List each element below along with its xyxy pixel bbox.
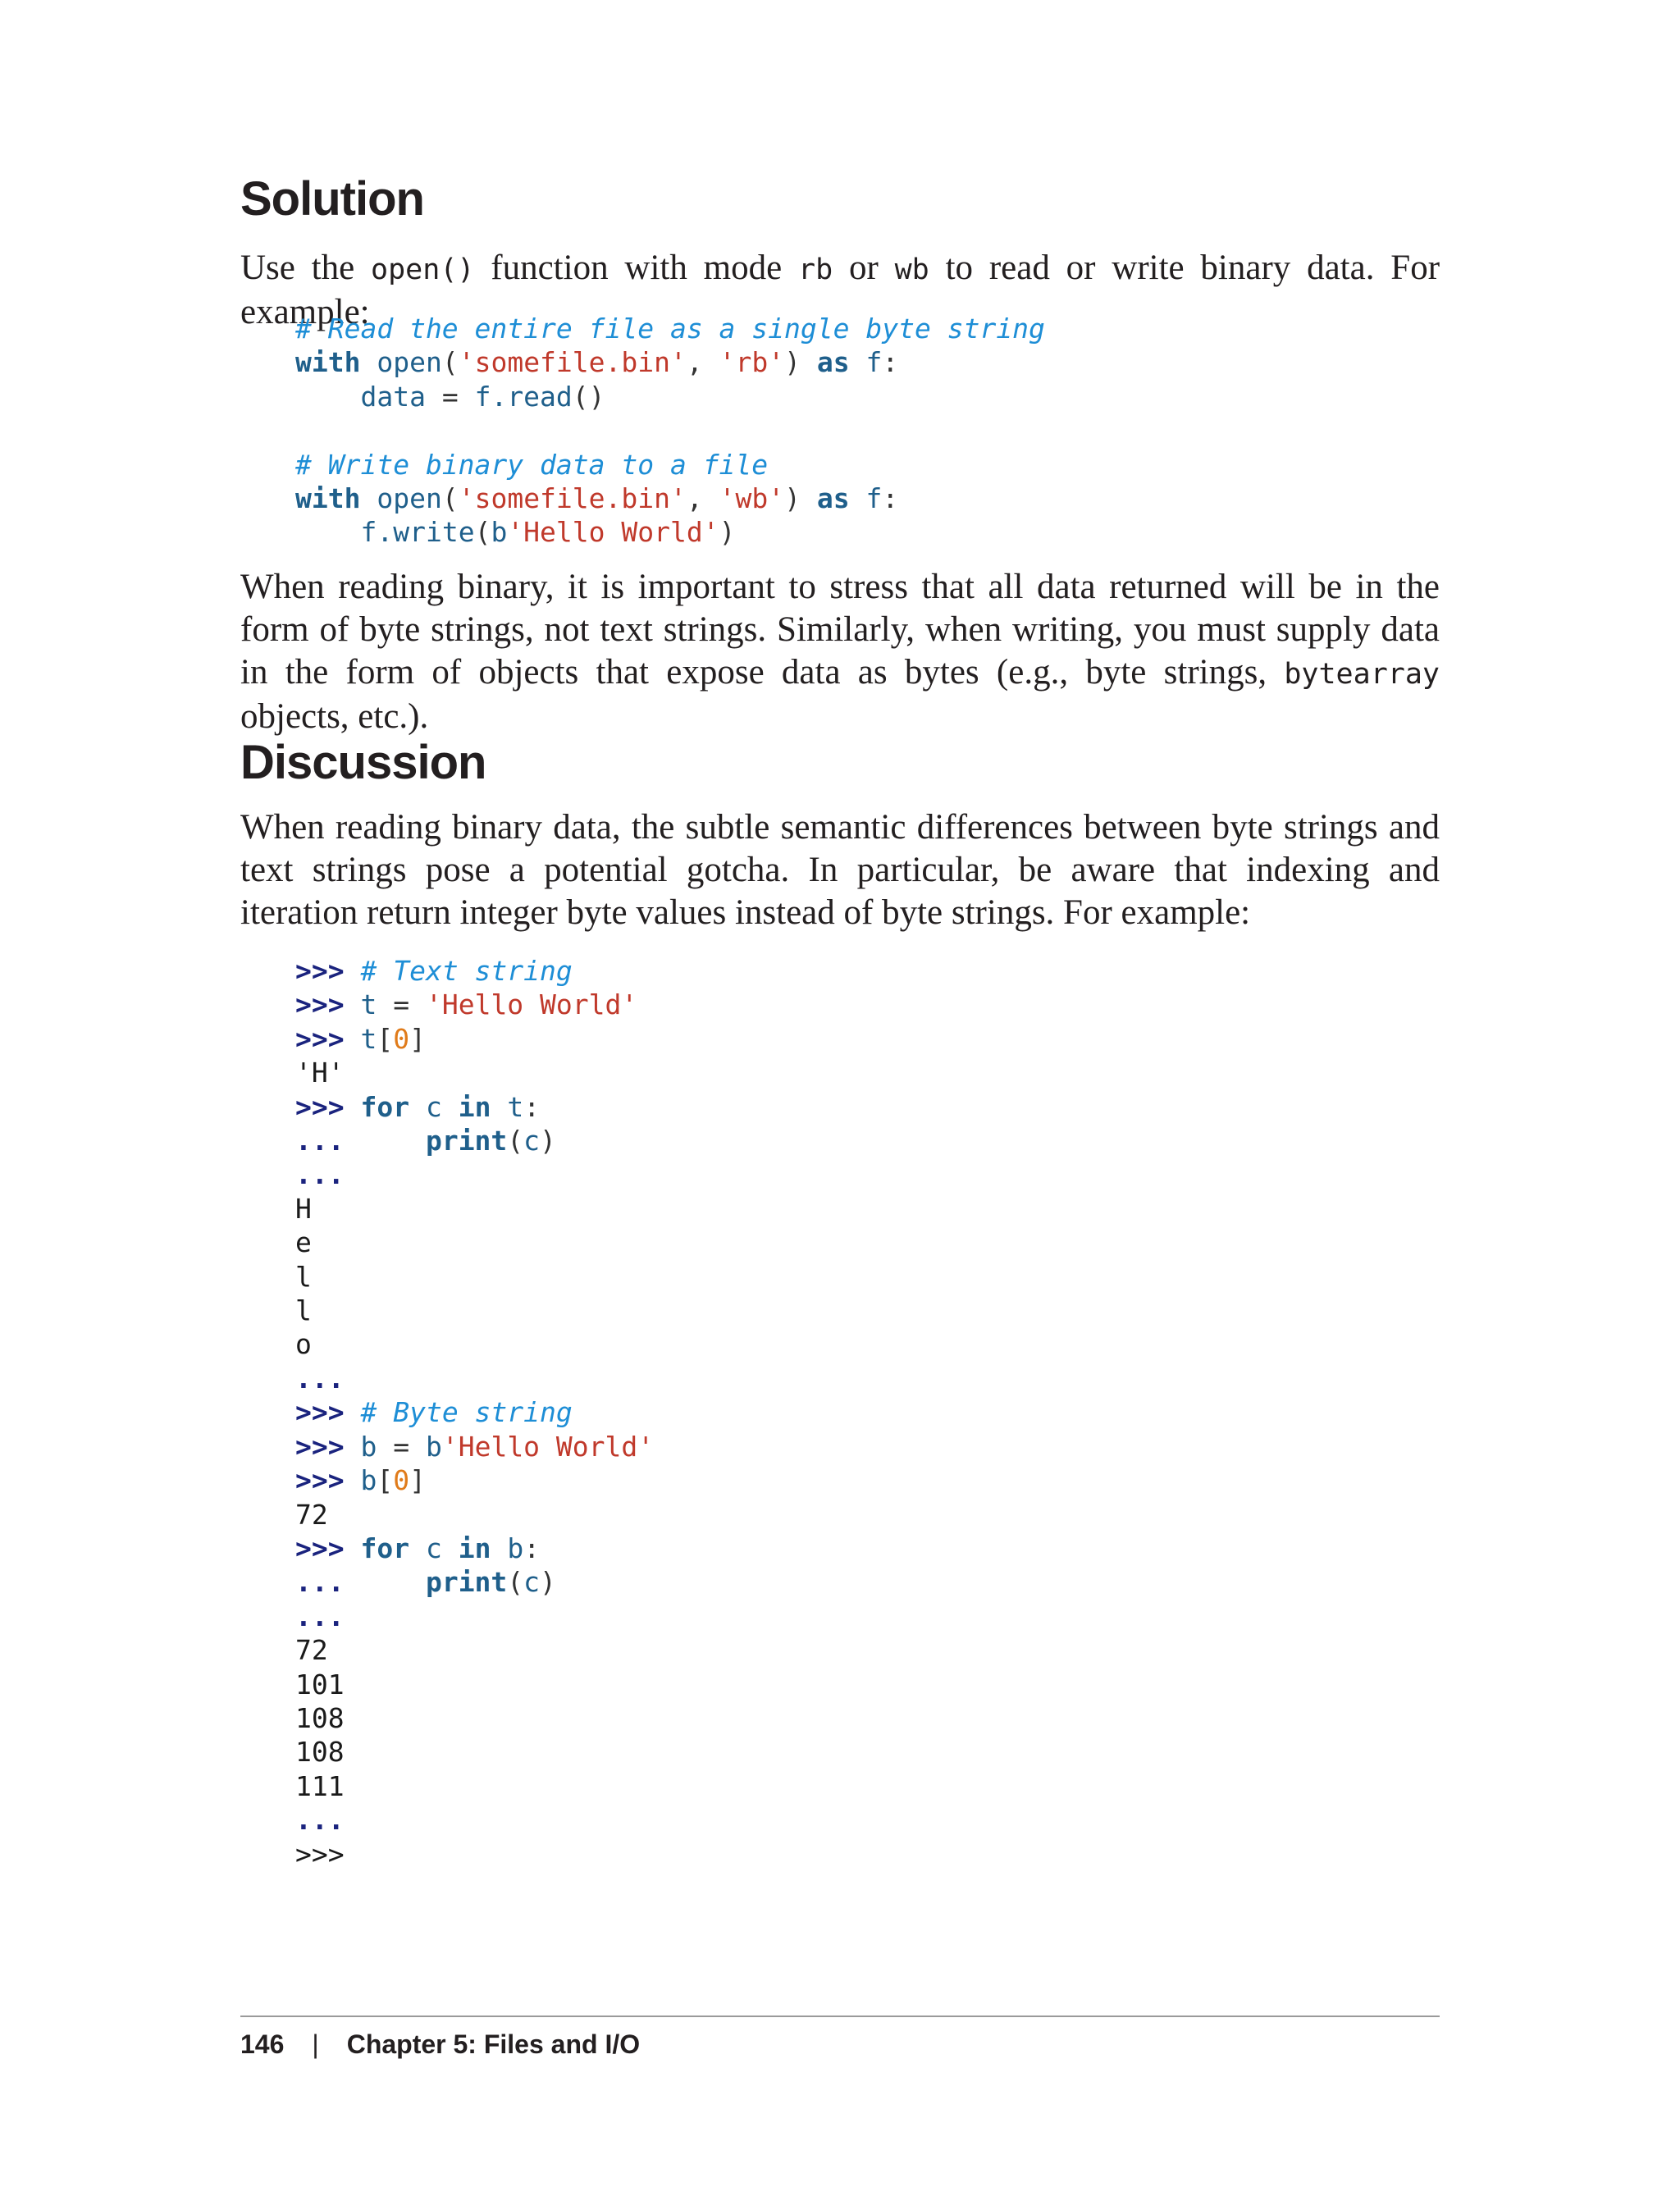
code-keyword: with	[295, 346, 361, 379]
code-string: 'Hello World'	[507, 516, 719, 549]
code-identifier: b	[491, 516, 508, 549]
text-segment: Use the	[240, 249, 372, 287]
code-block-read-write: # Read the entire file as a single byte string with open('somefile.bin', 'rb') as f: data = f.read() # Write binary data to a file with open('somefile.bin', 'wb') as f: f.write(b'Hello World')	[295, 313, 1045, 549]
footer-rule	[240, 2016, 1440, 2017]
code-identifier: b	[360, 1430, 377, 1463]
code-identifier: t	[360, 1022, 377, 1055]
repl-prompt: >>>	[295, 1396, 345, 1429]
repl-continuation: ...	[295, 1804, 345, 1837]
code-keyword: print	[425, 1566, 508, 1599]
text-segment: function with mode	[474, 249, 798, 287]
code-output: 72	[295, 1498, 328, 1531]
code-identifier: f.read	[474, 380, 573, 413]
code-keyword: print	[425, 1125, 508, 1157]
code-identifier: open	[377, 482, 442, 515]
page-footer	[240, 2026, 640, 2062]
repl-continuation: ...	[295, 1158, 345, 1191]
repl-continuation: ...	[295, 1600, 345, 1632]
binary-explanation-paragraph	[240, 566, 1440, 738]
code-keyword: for	[360, 1090, 410, 1123]
code-number: 0	[393, 1464, 410, 1497]
code-identifier: c	[523, 1125, 541, 1157]
repl-continuation: ...	[295, 1125, 345, 1157]
inline-code-wb: wb	[894, 253, 929, 286]
code-output: l	[295, 1294, 312, 1327]
code-keyword: in	[458, 1090, 491, 1123]
repl-prompt: >>>	[295, 1430, 345, 1463]
code-block-interactive: >>> # Text string >>> t = 'Hello World' >>> t[0] 'H' >>> for c in t: ... print(c) ... H e l l o ... >>> # Byte string >>> b = b'Hello World' >>> b[0] 72 >>> for c in b: ... print(c) ... 72 101 108 108 111 ... >>>	[295, 955, 655, 1870]
code-string: 'wb'	[719, 482, 785, 515]
code-string: 'somefile.bin'	[458, 346, 687, 379]
code-identifier: b	[360, 1464, 377, 1497]
repl-prompt: >>>	[295, 1022, 345, 1055]
code-comment: # Text string	[360, 955, 573, 987]
code-identifier: c	[425, 1090, 442, 1123]
code-identifier: f	[865, 482, 883, 515]
code-keyword: in	[458, 1532, 491, 1564]
code-output: 108	[295, 1701, 345, 1734]
repl-continuation: ...	[295, 1362, 345, 1395]
code-keyword: as	[816, 482, 850, 515]
code-identifier: f	[865, 346, 883, 379]
text-segment: to read or write binary data. For example:	[240, 249, 1440, 331]
code-output: 111	[295, 1769, 345, 1802]
repl-prompt: >>>	[295, 1090, 345, 1123]
code-string: 'somefile.bin'	[458, 482, 687, 515]
code-identifier: open	[377, 346, 442, 379]
code-identifier: data	[360, 380, 426, 413]
code-string: 'Hello World'	[441, 1430, 655, 1463]
code-keyword: as	[816, 346, 850, 379]
solution-heading: Solution	[240, 172, 424, 226]
code-comment: # Write binary data to a file	[295, 448, 769, 481]
inline-code-open: open()	[371, 253, 475, 286]
code-output: e	[295, 1226, 312, 1259]
repl-prompt: >>>	[295, 955, 345, 987]
text-segment: or	[833, 249, 895, 287]
code-comment: # Byte string	[360, 1396, 573, 1429]
discussion-paragraph: When reading binary data, the subtle semantic differences between byte strings and text strings pose a potential gotcha. In particular, be aware that indexing and iteration return integer byte values instead of byte strings. For example:	[240, 808, 1440, 932]
code-identifier: t	[507, 1090, 524, 1123]
inline-code-bytearray: bytearray	[1284, 658, 1440, 691]
code-identifier: c	[523, 1566, 541, 1599]
code-comment: # Read the entire file as a single byte string	[295, 313, 1045, 345]
discussion-heading: Discussion	[240, 736, 486, 789]
code-output: 'H'	[295, 1057, 345, 1089]
code-identifier: b	[425, 1430, 442, 1463]
code-string: 'rb'	[719, 346, 785, 379]
code-keyword: with	[295, 482, 361, 515]
code-identifier: t	[360, 988, 377, 1021]
code-identifier: f.write	[360, 516, 475, 549]
code-identifier: b	[507, 1532, 524, 1564]
code-output: 72	[295, 1634, 328, 1667]
text-segment: objects, etc.).	[240, 697, 429, 736]
code-output: l	[295, 1260, 312, 1293]
footer-separator: |	[312, 2029, 319, 2059]
code-output: 108	[295, 1736, 345, 1769]
code-output: o	[295, 1328, 312, 1361]
inline-code-rb: rb	[798, 253, 833, 286]
chapter-title: Chapter 5: Files and I/O	[346, 2029, 641, 2059]
text-segment: When reading binary, it is important to stress that all data returned will be in the form of byte strings, not text strings. Similarly, when writing, you must supply data in the form of objects that expose data as bytes (e.g., byte strings,	[240, 568, 1440, 692]
code-number: 0	[393, 1022, 410, 1055]
repl-continuation: ...	[295, 1566, 345, 1599]
repl-prompt-final: >>>	[295, 1838, 345, 1870]
code-string: 'Hello World'	[425, 988, 638, 1021]
code-output: 101	[295, 1668, 345, 1701]
code-identifier: c	[425, 1532, 442, 1564]
code-keyword: for	[360, 1532, 410, 1564]
repl-prompt: >>>	[295, 1532, 345, 1564]
code-output: H	[295, 1192, 312, 1225]
repl-prompt: >>>	[295, 988, 345, 1021]
repl-prompt: >>>	[295, 1464, 345, 1497]
page-number: 146	[240, 2029, 285, 2059]
